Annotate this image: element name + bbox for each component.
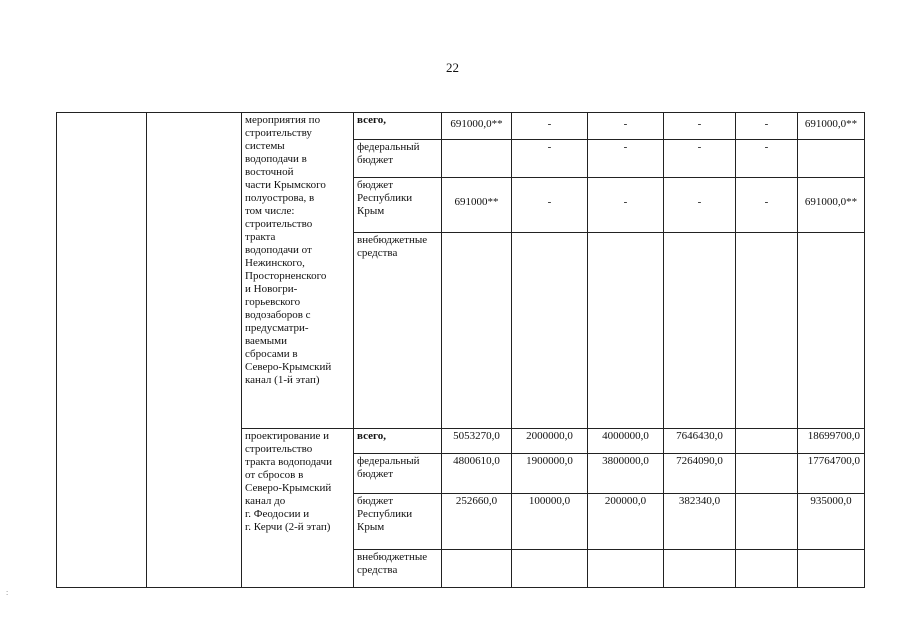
description-line: и Новогри-	[245, 283, 298, 295]
source-label: бюджет Республики Крым	[354, 178, 442, 233]
value-cell: 200000,0	[588, 494, 664, 550]
page-number: 22	[446, 60, 459, 75]
value-cell	[736, 550, 798, 588]
description-line: Нежинского,	[245, 257, 305, 269]
description-line: полуострова, в	[245, 192, 315, 204]
value-cell: 382340,0	[664, 494, 736, 550]
description-line: Просторненского	[245, 270, 327, 282]
value-cell: -	[512, 113, 588, 140]
description-line: канал до	[245, 495, 286, 507]
value-cell: 691000,0**	[442, 113, 512, 140]
description-line: ваемыми	[245, 335, 288, 347]
value-cell	[442, 140, 512, 178]
value-cell	[736, 454, 798, 494]
description-line: строительство	[245, 218, 313, 230]
value-cell: -	[736, 140, 798, 178]
value-cell	[588, 550, 664, 588]
description-block1	[242, 113, 354, 429]
description-line: проектирование и	[245, 430, 330, 442]
value-cell: 691000,0**	[798, 113, 865, 140]
description-line: от сбросов в	[245, 469, 304, 481]
value-cell	[588, 233, 664, 429]
value-cell: -	[736, 113, 798, 140]
description-line: канал (1-й этап)	[245, 374, 320, 386]
description-line: предусматри-	[245, 322, 309, 334]
value-cell: -	[512, 178, 588, 233]
value-cell: 7264090,0	[664, 454, 736, 494]
empty-cell	[57, 113, 147, 588]
value-cell: 691000,0**	[798, 178, 865, 233]
value-cell: -	[664, 178, 736, 233]
empty-cell	[147, 113, 242, 588]
value-cell: 7646430,0	[664, 429, 736, 454]
description-line: тракта водоподачи	[245, 456, 333, 468]
source-label: внебюджетные средства	[354, 550, 442, 588]
value-cell	[736, 494, 798, 550]
value-cell: 4800610,0	[442, 454, 512, 494]
value-cell	[442, 550, 512, 588]
source-label: всего,	[354, 113, 442, 140]
source-label: бюджет Республики Крым	[354, 494, 442, 550]
value-cell: 252660,0	[442, 494, 512, 550]
source-label: федеральный бюджет	[354, 140, 442, 178]
description-line: водоподачи в	[245, 153, 307, 165]
value-cell	[512, 550, 588, 588]
value-cell	[442, 233, 512, 429]
value-cell: -	[588, 140, 664, 178]
value-cell: -	[736, 178, 798, 233]
value-cell	[664, 233, 736, 429]
value-cell	[664, 550, 736, 588]
source-label: внебюджетные средства	[354, 233, 442, 429]
value-cell: 4000000,0	[588, 429, 664, 454]
table-row	[57, 113, 865, 140]
description-line: г. Феодосии и	[245, 508, 310, 520]
value-cell	[512, 233, 588, 429]
description-line: том числе:	[245, 205, 295, 217]
description-line: тракта	[245, 231, 276, 243]
description-line: сбросами в	[245, 348, 298, 360]
value-cell: -	[588, 113, 664, 140]
description-line: восточной	[245, 166, 294, 178]
source-label: всего,	[354, 429, 442, 454]
value-cell: 935000,0	[798, 494, 865, 550]
value-cell: 5053270,0	[442, 429, 512, 454]
value-cell: -	[512, 140, 588, 178]
value-cell	[798, 140, 865, 178]
value-cell	[736, 233, 798, 429]
source-label: федеральный бюджет	[354, 454, 442, 494]
value-cell	[798, 233, 865, 429]
description-line: водозаборов с	[245, 309, 311, 321]
value-cell: 691000**	[442, 178, 512, 233]
value-cell: -	[588, 178, 664, 233]
description-line: Северо-Крымский	[245, 361, 332, 373]
value-cell: -	[664, 140, 736, 178]
budget-table	[56, 112, 865, 588]
description-line: строительству	[245, 127, 312, 139]
description-line: водоподачи от	[245, 244, 312, 256]
description-line: г. Керчи (2-й этап)	[245, 521, 331, 533]
value-cell	[736, 429, 798, 454]
value-cell	[798, 550, 865, 588]
description-block2	[242, 429, 354, 588]
description-line: части Крымского	[245, 179, 326, 191]
value-cell: 3800000,0	[588, 454, 664, 494]
description-line: Северо-Крымский	[245, 482, 332, 494]
value-cell: 17764700,0	[798, 454, 865, 494]
description-line: строительство	[245, 443, 313, 455]
margin-mark: :	[6, 588, 9, 597]
value-cell: 1900000,0	[512, 454, 588, 494]
description-line: горьевского	[245, 296, 301, 308]
value-cell: 18699700,0	[798, 429, 865, 454]
value-cell: 2000000,0	[512, 429, 588, 454]
value-cell: 100000,0	[512, 494, 588, 550]
description-line: системы	[245, 140, 285, 152]
description-line: мероприятия по	[245, 114, 321, 126]
value-cell: -	[664, 113, 736, 140]
